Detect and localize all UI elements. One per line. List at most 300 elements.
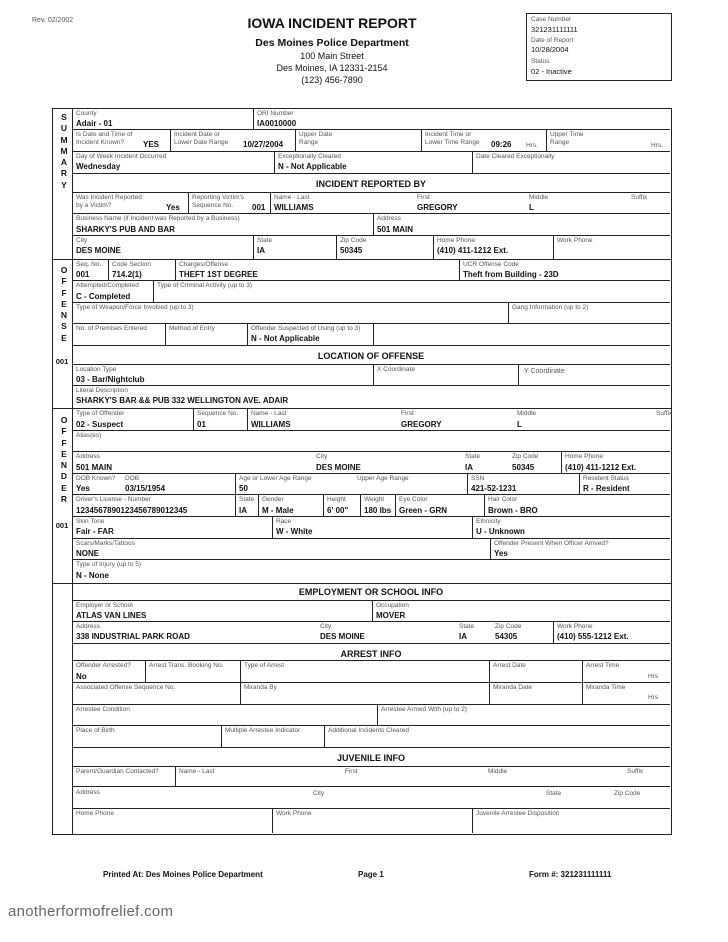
department-address-line1: 100 Main Street <box>300 51 364 61</box>
height-label: Height <box>327 496 346 503</box>
guardian-home-phone-label: Home Phone <box>76 810 114 817</box>
gender-value: M - Male <box>262 506 294 515</box>
guardian-city-label: City <box>313 790 325 797</box>
rule <box>253 108 254 129</box>
reporter-zip-label: Zip Code <box>340 237 367 244</box>
rule <box>235 494 236 516</box>
date-cleared-label: Date Cleared Exceptionally <box>476 153 555 160</box>
reporter-last-name-label: Name - Last <box>274 194 310 201</box>
multiple-arrestee-label: Multiple Arrestee Indicator <box>225 727 301 734</box>
employer-label: Employer or School <box>76 602 133 609</box>
reporter-middle: L <box>529 203 534 212</box>
side-letter: F <box>61 276 67 287</box>
scars-value: NONE <box>76 549 100 558</box>
offender-last-name: WILLIAMS <box>251 420 291 429</box>
race-label: Race <box>276 518 292 525</box>
dob-value: 03/15/1954 <box>125 484 166 493</box>
reporter-state: IA <box>257 246 265 255</box>
watermark-text: anotherformofrelief.com <box>8 903 174 920</box>
offender-zip-label: Zip Code <box>512 453 539 460</box>
additional-incidents-label: Additional Incidents Cleared <box>328 727 409 734</box>
offender-address: 501 MAIN <box>76 463 113 472</box>
reporter-address-value: 501 MAIN <box>377 225 414 234</box>
offender-city: DES MOINE <box>316 463 361 472</box>
charges-label: Charges/Offense <box>179 261 229 268</box>
hair-color-value: Brown - BRO <box>488 506 538 515</box>
department-address-line2: Des Moines, IA 12331-2154 <box>276 63 388 73</box>
department-name: Des Moines Police Department <box>255 37 409 49</box>
date-known-label-2: Incident Known? <box>76 139 125 146</box>
rule <box>72 345 670 346</box>
reporter-state-label: State <box>257 237 273 244</box>
skin-tone-value: Fair - FAR <box>76 527 114 536</box>
report-date-label: Date of Report <box>531 37 574 44</box>
rule <box>72 725 670 726</box>
side-letter: F <box>61 426 67 437</box>
side-letter: S <box>61 112 67 122</box>
employer-city-label: City <box>320 623 332 630</box>
victim-seq-value: 001 <box>252 203 266 212</box>
rule <box>108 259 109 280</box>
dob-known-label: DOB Known? <box>76 475 116 482</box>
side-letter: O <box>60 265 68 275</box>
rule <box>240 660 241 682</box>
rule <box>553 235 554 259</box>
case-number: 321231111111 <box>531 25 578 34</box>
suspected-using-label: Offender Suspected of Using (up to 3) <box>251 325 361 332</box>
rule <box>145 660 146 682</box>
age-value: 50 <box>239 484 248 493</box>
rule <box>240 682 241 704</box>
side-letter: S <box>61 321 67 332</box>
eye-color-label: Eye Color <box>399 496 428 503</box>
rule <box>272 516 273 538</box>
ethnicity-value: U - Unknown <box>476 527 525 536</box>
reporter-home-phone-label: Home Phone <box>437 237 475 244</box>
rule <box>459 259 460 280</box>
ucr-label: UCR Offense Code <box>463 261 519 268</box>
offender-middle-label: Middle <box>517 410 537 417</box>
rule <box>72 473 670 474</box>
employer-address: 338 INDUSTRIAL PARK ROAD <box>76 632 190 641</box>
case-number-label: Case Number <box>531 16 572 23</box>
rule <box>153 280 154 302</box>
side-letter: U <box>60 123 68 134</box>
status-label: Status <box>531 58 550 65</box>
arrest-time-hrs: Hrs <box>648 673 659 680</box>
rule <box>72 173 670 174</box>
employment-heading: EMPLOYMENT OR SCHOOL INFO <box>298 587 444 597</box>
arrestee-armed-label: Arrestee Armed With (up to 2) <box>381 706 467 713</box>
miranda-time-hrs: Hrs <box>648 694 659 701</box>
guardian-work-phone-label: Work Phone <box>276 810 312 817</box>
ori-label: ORI Number <box>257 110 294 117</box>
rule <box>72 151 670 152</box>
side-letter: A <box>60 157 68 168</box>
report-date: 10/28/2004 <box>531 45 569 54</box>
date-known-value: YES <box>143 140 160 149</box>
rule <box>72 451 670 452</box>
rule <box>72 660 670 661</box>
weight-label: Weight <box>364 496 385 503</box>
offender-seq-value: 01 <box>197 420 206 429</box>
rule <box>72 364 670 365</box>
rule <box>518 364 519 385</box>
offender-number: 001 <box>55 521 69 530</box>
code-section-value: 714.2(1) <box>112 270 142 279</box>
offender-present-label: Offender Present When Officer Arrived? <box>494 540 609 547</box>
side-letter: R <box>60 168 68 179</box>
employer-work-phone: (410) 555-1212 Ext. <box>557 632 629 641</box>
charges-value: THEFT 1ST DEGREE <box>179 270 258 279</box>
rule <box>72 494 670 495</box>
incident-date-value: 10/27/2004 <box>243 140 284 149</box>
rule <box>272 808 273 833</box>
arrest-heading: ARREST INFO <box>340 649 402 659</box>
y-coordinate-label: Y Coordinate <box>524 368 565 375</box>
employer-value: ATLAS VAN LINES <box>76 611 147 620</box>
attempted-value: C - Completed <box>76 292 131 301</box>
rule <box>336 235 337 259</box>
rule <box>467 473 468 494</box>
method-of-entry-label: Method of Entry <box>169 325 215 332</box>
offender-middle: L <box>517 420 522 429</box>
literal-description-value: SHARKY'S BAR && PUB 332 WELLINGTON AVE. ADAIR <box>76 396 289 405</box>
date-known-label: Is Date and Time of <box>76 131 133 138</box>
rule <box>373 364 374 385</box>
rule <box>395 494 396 516</box>
rule <box>274 151 275 173</box>
rule <box>72 385 670 386</box>
side-letter: R <box>60 494 68 505</box>
guardian-suffix-label: Suffix <box>627 768 644 775</box>
location-heading: LOCATION OF OFFENSE <box>317 351 425 361</box>
offender-type-label: Type of Offender <box>76 410 125 417</box>
ori-value: IA0010000 <box>257 119 297 128</box>
side-letter: N <box>60 460 68 471</box>
rule <box>72 235 670 236</box>
rule <box>472 151 473 173</box>
ssn-value: 421-52-1231 <box>471 484 517 493</box>
x-coordinate-label: X Coordinate <box>377 366 415 373</box>
rule <box>72 747 670 748</box>
alias-label: Alias(es) <box>76 432 102 439</box>
employer-city: DES MOINE <box>320 632 365 641</box>
arrest-date-label: Arrest Date <box>493 662 526 669</box>
juvenile-heading: JUVENILE INFO <box>336 753 405 763</box>
rule <box>270 192 271 213</box>
employment-section-rule <box>52 583 671 584</box>
reported-by-victim-label: Was Incident Reported <box>76 194 142 201</box>
age-label: Age or Lower Age Range <box>239 475 312 482</box>
employer-state: IA <box>459 632 467 641</box>
rule <box>72 323 670 324</box>
rule <box>484 494 485 516</box>
rule <box>72 538 670 539</box>
offender-seq-label: Sequence No. <box>197 410 239 417</box>
rule <box>221 725 222 747</box>
booking-no-label: Arrest Trans. Booking No. <box>149 662 224 669</box>
dl-state-label: State <box>239 496 255 503</box>
guardian-first-name-label: First <box>345 768 358 775</box>
race-value: W - White <box>276 527 313 536</box>
business-name-label: Business Name (if Incident was Reported by a Business) <box>76 215 240 222</box>
reporter-zip: 50345 <box>340 246 363 255</box>
side-letter: F <box>61 437 67 448</box>
employer-state-label: State <box>459 623 475 630</box>
scars-label: Scars/Marks/Tattoos <box>76 540 135 547</box>
side-label-offender <box>57 415 71 505</box>
miranda-time-label: Miranda Time <box>586 684 626 691</box>
rule <box>72 643 670 644</box>
side-letter: D <box>60 471 68 482</box>
employer-address-label: Address <box>76 623 100 630</box>
reporter-first-name: GREGORY <box>417 203 458 212</box>
injury-label: Type of Injury (up to 5) <box>76 561 142 568</box>
rule <box>546 129 547 151</box>
rule <box>253 235 254 259</box>
code-section-label: Code Section <box>112 261 152 268</box>
dl-state-value: IA <box>239 506 247 515</box>
side-letter: E <box>61 332 67 343</box>
juvenile-disposition-label: Juvenile Arrestee Disposition <box>476 810 560 817</box>
reported-by-heading: INCIDENT REPORTED BY <box>315 179 426 189</box>
department-phone: (123) 456-7890 <box>301 75 363 85</box>
rule <box>72 559 670 560</box>
side-letter: N <box>60 310 68 321</box>
resident-status-value: R - Resident <box>583 484 630 493</box>
employer-work-phone-label: Work Phone <box>557 623 593 630</box>
guardian-address-label: Address <box>76 789 100 796</box>
rule <box>372 600 373 621</box>
case-info-box <box>526 13 672 81</box>
side-label-offense <box>57 265 71 344</box>
offender-state: IA <box>465 463 473 472</box>
rule <box>377 704 378 725</box>
incident-date-label-2: Lower Date Range <box>174 139 229 146</box>
rule <box>175 766 176 786</box>
exceptionally-cleared-value: N - Not Applicable <box>278 162 347 171</box>
skin-tone-label: Skin Tone <box>76 518 105 525</box>
rule <box>360 494 361 516</box>
reported-by-victim-label-2: by a Victim? <box>76 202 112 209</box>
page-number: Page 1 <box>358 870 384 879</box>
offender-home-phone-label: Home Phone <box>565 453 603 460</box>
gang-info-label: Gang Information (up to 2) <box>512 304 589 311</box>
eye-color-value: Green - GRN <box>399 506 448 515</box>
upper-age-label: Upper Age Range <box>357 475 409 482</box>
side-letter: F <box>61 287 67 298</box>
rule <box>373 213 374 235</box>
rule <box>72 213 670 214</box>
rule <box>72 786 670 787</box>
form-title: IOWA INCIDENT REPORT <box>247 15 417 31</box>
rule <box>72 192 670 193</box>
location-type-label: Location Type <box>76 366 117 373</box>
offender-first-name: GREGORY <box>401 420 442 429</box>
ssn-label: SSN <box>471 475 485 482</box>
incident-time-label: Incident Time or <box>425 131 472 138</box>
hair-color-label: Hair Color <box>488 496 518 503</box>
gender-label: Gender <box>262 496 284 503</box>
upper-time-label-2: Range <box>550 139 570 146</box>
rule <box>72 302 670 303</box>
rule <box>247 323 248 345</box>
rule <box>170 129 171 151</box>
resident-status-label: Resident Status <box>583 475 629 482</box>
arrest-type-label: Type of Arrest <box>244 662 285 669</box>
offender-address-label: Address <box>76 453 100 460</box>
rule <box>72 682 670 683</box>
rule <box>561 451 562 473</box>
place-of-birth-label: Place of Birth <box>76 727 115 734</box>
literal-description-label: Literal Description <box>76 387 129 394</box>
reporter-last-name: WILLIAMS <box>274 203 314 212</box>
guardian-zip-label: Zip Code <box>614 790 641 797</box>
offender-state-label: State <box>465 453 481 460</box>
ucr-value: Theft from Building - 23D <box>463 270 559 279</box>
business-name-value: SHARKY'S PUB AND BAR <box>76 225 175 234</box>
rule <box>72 516 670 517</box>
status-value: 02 - Inactive <box>531 67 572 76</box>
rule <box>247 408 248 430</box>
rule <box>508 302 509 323</box>
side-letter: M <box>60 145 68 156</box>
offender-zip: 50345 <box>512 463 535 472</box>
rule <box>472 516 473 538</box>
rule <box>175 259 176 280</box>
guardian-last-name-label: Name - Last <box>179 768 215 775</box>
rule <box>421 129 422 151</box>
arrestee-condition-label: Arrestee Condition <box>76 706 130 713</box>
suspected-using-value: N - Not Applicable <box>251 334 320 343</box>
ethnicity-label: Ethnicity <box>476 518 501 525</box>
upper-time-hrs: Hrs. <box>651 142 663 149</box>
employer-zip: 54305 <box>495 632 518 641</box>
rule <box>258 494 259 516</box>
rule <box>193 408 194 430</box>
incident-time-value: 09:26 <box>491 140 512 149</box>
rule <box>72 600 670 601</box>
victim-seq-label-2: Sequence No. <box>192 202 234 209</box>
offender-arrested-value: No <box>76 672 87 681</box>
guardian-contacted-label: Parent/Guardian Contacted? <box>76 768 159 775</box>
offender-city-label: City <box>316 453 328 460</box>
reporter-suffix-label: Suffix <box>631 194 648 201</box>
premises-label: No. of Premises Entered <box>76 325 147 332</box>
offense-number: 001 <box>55 357 69 366</box>
side-letter: O <box>60 415 68 425</box>
rule <box>72 704 670 705</box>
miranda-by-label: Miranda By <box>244 684 277 691</box>
upper-date-label: Upper Date <box>299 131 333 138</box>
rule <box>324 725 325 747</box>
offense-section-rule <box>52 259 671 260</box>
side-letter: E <box>61 298 67 309</box>
reporter-home-phone: (410) 411-1212 Ext. <box>437 246 509 255</box>
side-letter: E <box>61 482 67 493</box>
rule <box>582 660 583 704</box>
reporter-middle-label: Middle <box>529 194 549 201</box>
dob-known-value: Yes <box>76 484 90 493</box>
offender-suffix-label: Suffix <box>656 410 673 417</box>
location-type-value: 03 - Bar/Nightclub <box>76 375 145 384</box>
incident-date-label: Incident Date or <box>174 131 220 138</box>
upper-date-label-2: Range <box>299 139 319 146</box>
rule <box>235 473 236 494</box>
rule <box>295 129 296 151</box>
printed-at: Printed At: Des Moines Police Department <box>103 870 263 879</box>
incident-time-label-2: Lower Time Range <box>425 139 480 146</box>
injury-value: N - None <box>76 571 109 580</box>
height-value: 6' 00" <box>327 506 349 515</box>
rule <box>165 323 166 345</box>
exceptionally-cleared-label: Exceptionally Cleared <box>278 153 341 160</box>
offense-seq-label: Seq. No. <box>76 261 102 268</box>
county-label: County <box>76 110 97 117</box>
day-of-week-value: Wednesday <box>76 162 121 171</box>
rule <box>72 280 670 281</box>
rule <box>72 430 670 431</box>
attempted-label: Attempted/Completed <box>76 282 139 289</box>
employer-zip-label: Zip Code <box>495 623 522 630</box>
upper-time-label: Upper Time <box>550 131 584 138</box>
rule <box>490 538 491 559</box>
offender-present-value: Yes <box>494 549 508 558</box>
offender-last-name-label: Name - Last <box>251 410 287 417</box>
offender-home-phone: (410) 411-1212 Ext. <box>565 463 637 472</box>
weight-value: 180 lbs <box>364 506 392 515</box>
reporter-work-phone-label: Work Phone <box>557 237 593 244</box>
arrest-time-label: Arrest Time <box>586 662 620 669</box>
side-letter: M <box>60 134 68 145</box>
dob-label: DOB <box>125 475 140 482</box>
victim-seq-label: Reporting Victim's <box>192 194 245 201</box>
offender-section-rule <box>52 408 671 409</box>
rule <box>72 808 670 809</box>
miranda-date-label: Miranda Date <box>493 684 533 691</box>
rule <box>433 235 434 259</box>
reporter-city: DES MOINE <box>76 246 121 255</box>
offender-type-value: 02 - Suspect <box>76 420 124 429</box>
rule <box>373 323 374 345</box>
rule <box>72 766 670 767</box>
reporter-city-label: City <box>76 237 88 244</box>
occupation-value: MOVER <box>376 611 406 620</box>
drivers-license-value: 1234567890123456789012345 <box>76 506 188 515</box>
rule <box>72 621 670 622</box>
reporter-address-label: Address <box>377 215 401 222</box>
offense-seq-value: 001 <box>76 270 90 279</box>
offender-first-name-label: First <box>401 410 414 417</box>
form-number: Form #: 321231111111 <box>529 870 612 879</box>
occupation-label: Occupation <box>376 602 409 609</box>
incident-time-hrs: Hrs. <box>526 142 538 149</box>
rule <box>188 192 189 213</box>
drivers-license-label: Driver's License - Number <box>76 496 151 503</box>
rule <box>72 129 670 130</box>
rule <box>472 808 473 833</box>
criminal-activity-label: Type of Criminal Activity (up to 3) <box>157 282 253 289</box>
rule <box>579 473 580 494</box>
reported-by-victim-value: Yes <box>166 203 180 212</box>
rule <box>553 621 554 643</box>
rule <box>489 660 490 704</box>
rule <box>323 494 324 516</box>
side-label-summary <box>57 112 71 191</box>
guardian-state-label: State <box>546 790 562 797</box>
day-of-week-label: Day of Week Incident Occurred <box>76 153 167 160</box>
